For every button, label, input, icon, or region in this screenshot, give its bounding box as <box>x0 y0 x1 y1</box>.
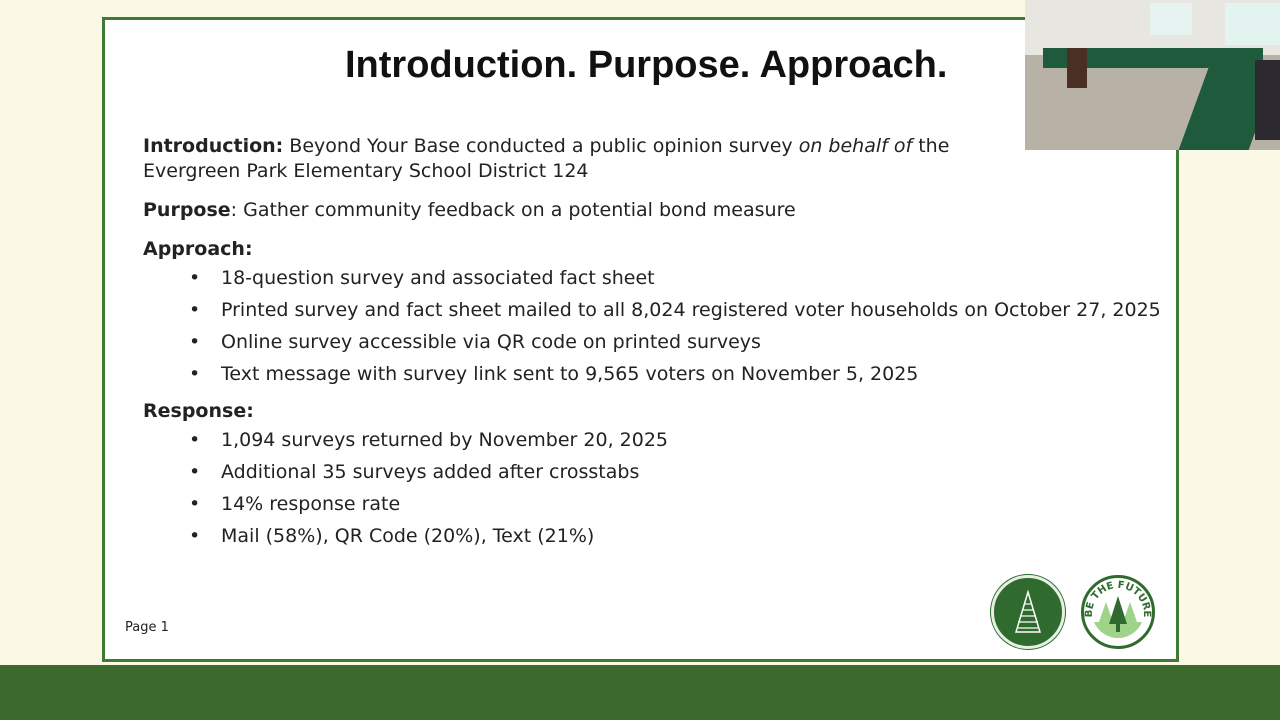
intro-label: Introduction: <box>143 135 284 157</box>
list-item: • 1,094 surveys returned by November 20, 2025 <box>143 428 1161 453</box>
list-item: • Text message with survey link sent to 9,565 voters on November 5, 2025 <box>143 362 1161 387</box>
meeting-video-feed <box>1025 0 1280 150</box>
page-number: Page 1 <box>125 620 169 635</box>
list-item: • Online survey accessible via QR code on printed surveys <box>143 330 1161 355</box>
intro-district: Evergreen Park Elementary School District 124 <box>143 160 589 182</box>
logo2-text-path: BE THE FUTURE <box>1084 579 1152 618</box>
presentation-slide <box>102 17 1179 662</box>
intro-emphasis: on behalf of <box>798 135 913 157</box>
purpose-label: Purpose <box>143 199 231 221</box>
list-item: • 14% response rate <box>143 492 1161 517</box>
evergreen-park-logo <box>991 575 1065 649</box>
approach-list <box>143 266 1161 387</box>
list-item: • Additional 35 surveys added after crosstabs <box>143 460 1161 485</box>
list-item: • Mail (58%), QR Code (20%), Text (21%) <box>143 524 1161 549</box>
approach-heading <box>143 237 1161 262</box>
response-label: Response: <box>143 400 254 422</box>
slide-body <box>143 134 1161 561</box>
approach-label: Approach: <box>143 238 253 260</box>
list-item: • 18-question survey and associated fact sheet <box>143 266 1161 291</box>
intro-text-end: the <box>912 135 950 157</box>
response-list <box>143 428 1161 549</box>
slide-title: Introduction. Purpose. Approach. <box>345 44 948 86</box>
purpose-text: : Gather community feedback on a potential bond measure <box>230 199 796 221</box>
response-heading <box>143 399 1161 424</box>
be-the-future-logo <box>1081 575 1155 649</box>
purpose-paragraph <box>143 198 1161 223</box>
list-item: • Printed survey and fact sheet mailed to all 8,024 registered voter households on October 27, 2025 <box>143 298 1161 323</box>
introduction-paragraph <box>143 134 1161 184</box>
intro-text: Beyond Your Base conducted a public opinion survey <box>283 135 799 157</box>
bottom-bar <box>0 665 1280 720</box>
